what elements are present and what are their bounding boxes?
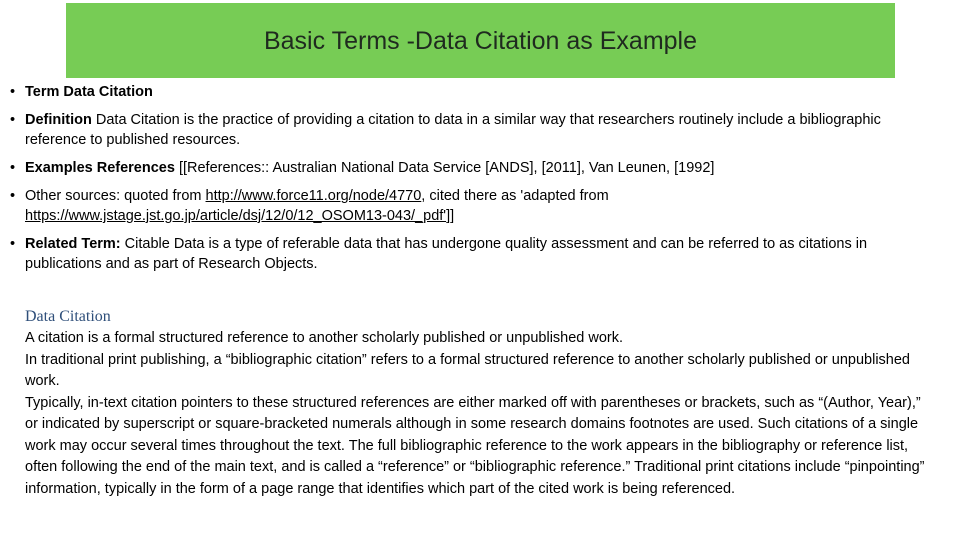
definition-text: Data Citation is the practice of providing a citation to data in a similar way that researchers routinely include a bibliographic reference to published resources. — [25, 112, 881, 148]
definition-label: Definition — [25, 112, 92, 128]
bullet-definition — [10, 110, 940, 150]
force11-link[interactable]: http://www.force11.org/node/4770 — [205, 188, 422, 204]
paragraph-3: Typically, in-text citation pointers to these structured references are either marked off with parentheses or brackets, such as “(Author, Year),” or indicated by superscript or square-bracketed numerals although in some research domains footnotes are used. Such citations of a single work may occur several times throughout the text. The full bibliographic reference to the work appears in the bibliography or reference list, often following the end of the main text, and is called a “reference” or “bibliographic reference.” Traditional print citations include “pinpointing” information, typically in the form of a page range that identifies which part of the cited work is being referenced. — [25, 394, 925, 497]
related-text: Citable Data is a type of referable data that has undergone quality assessment and can be referred to as citations in publications and as part of Research Objects. — [25, 236, 868, 272]
jstage-link[interactable]: https://www.jstage.jst.go.jp/article/dsj/12/0/12_OSOM13-043/_pdf' — [25, 208, 447, 224]
section-heading: Data Citation — [25, 308, 111, 325]
bullet-list — [10, 82, 940, 282]
paragraph-1: A citation is a formal structured reference to another scholarly published or unpublished work. — [25, 330, 624, 346]
other-suffix: ]] — [446, 208, 455, 224]
data-citation-section — [25, 308, 925, 500]
bullet-icon: • — [10, 84, 16, 100]
examples-text: [[References:: Australian National Data Service [ANDS], [2011], Van Leunen, [1992] — [174, 160, 715, 176]
bullet-other-sources — [10, 186, 940, 226]
bullet-icon: • — [10, 188, 16, 204]
other-middle: , cited there as 'adapted from — [421, 188, 609, 204]
bullet-icon: • — [10, 160, 16, 176]
slide-title: Basic Terms -Data Citation as Example — [263, 27, 698, 55]
bullet-related — [10, 234, 940, 274]
related-label: Related Term: — [25, 236, 121, 252]
other-prefix: Other sources: quoted from — [25, 188, 206, 204]
paragraph-2: In traditional print publishing, a “bibliographic citation” refers to a formal structured reference to another scholarly published or unpublished work. — [25, 351, 910, 389]
bullet-examples — [10, 158, 940, 178]
examples-label: Examples References — [25, 160, 175, 176]
bullet-icon: • — [10, 112, 16, 128]
bullet-icon: • — [10, 236, 16, 252]
term-label: Term Data Citation — [25, 84, 153, 100]
bullet-term — [10, 82, 940, 102]
title-banner — [66, 3, 895, 78]
